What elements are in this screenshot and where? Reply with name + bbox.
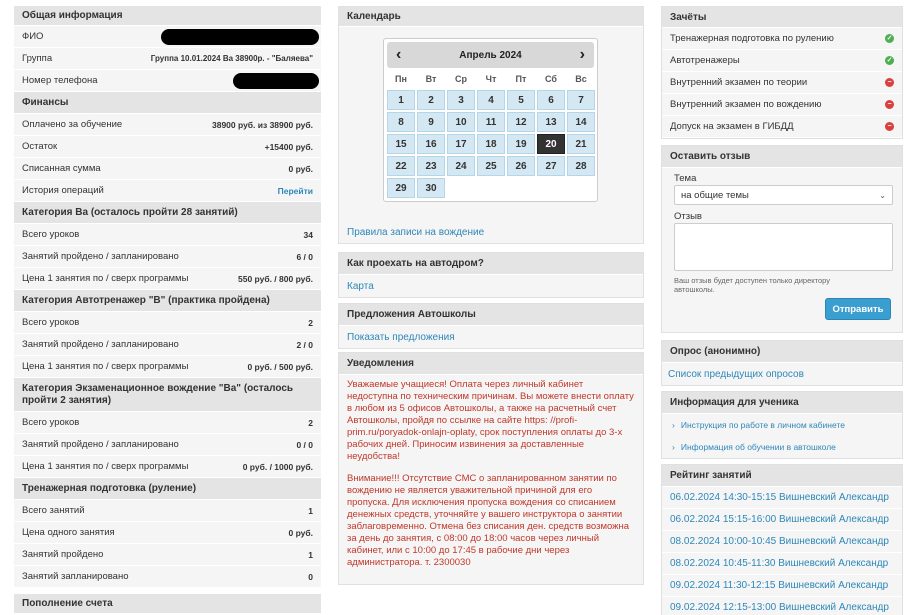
general-header [14, 6, 321, 26]
calendar-day[interactable]: 30 [417, 178, 445, 198]
credits-title: Зачёты [670, 11, 707, 23]
calendar-header [339, 7, 643, 27]
weekday-label: Пн [395, 74, 407, 84]
calendar-day[interactable]: 16 [417, 134, 445, 154]
info-link-label: Инструкция по работе в личном кабинете [680, 420, 845, 430]
chevron-down-icon: ⌄ [879, 190, 886, 200]
minus-circle-icon: − [885, 78, 894, 87]
review-label: Отзыв [674, 211, 702, 222]
cat-row-label: Всего уроков [22, 417, 80, 428]
calendar-day[interactable]: 22 [387, 156, 415, 176]
calendar-day[interactable]: 24 [447, 156, 475, 176]
notice-sms: Внимание!!! Отсутствие СМС о запланированном занятии по вождению не является уважительной причиной для его пропуска. Для исключения пропуска вождения со списанием денежных средств, уточняйте у вашего инструктора о занятии заблаговременно. Отмена без списания ден. средств возможна за день до занятия, с 08:00 до 18:00 часов через личный кабинет, или с 10:00 до 17:45 в рабочие дни через администратора. т. 2300030 [347, 473, 630, 568]
credit-label: Допуск на экзамен в ГИБДД [670, 121, 794, 132]
history-label: История операций [22, 185, 104, 196]
calendar-day[interactable]: 9 [417, 112, 445, 132]
poll-title: Опрос (анонимно) [670, 346, 761, 357]
prev-month-icon[interactable]: ‹ [396, 46, 402, 63]
offers-header [339, 304, 643, 326]
cat-sim-row [14, 334, 321, 356]
poll-header [662, 341, 902, 363]
phone-row [14, 70, 321, 92]
calendar-day[interactable]: 2 [417, 90, 445, 110]
rating-panel [661, 464, 903, 615]
rating-list [662, 487, 902, 615]
trainer-row [14, 544, 321, 566]
calendar-day[interactable]: 3 [447, 90, 475, 110]
trainer-row-value: 0 [308, 571, 313, 582]
calendar-day[interactable]: 28 [567, 156, 595, 176]
notice-payment: Уважаемые учащиеся! Оплата через личный кабинет недоступна по техническим причинам. Вы можете внести оплату в любом из 5 офисов Автошколы, а также на расчетный счет Автошколы, пройдя по ссылке на сайте https: //profi-prim.ru/poryadok-onlajn-oplaty, срок поступления оплаты до 3-х рабочих дней. Приносим извинения за доставленные неудобства! [347, 379, 634, 462]
credit-row [662, 28, 902, 50]
calendar-day[interactable]: 21 [567, 134, 595, 154]
trainer-row-value: 0 руб. [288, 527, 313, 538]
calendar-grid [387, 70, 594, 198]
left-column [14, 6, 321, 614]
poll-link[interactable]: Список предыдущих опросов [668, 368, 804, 380]
finance-row [14, 158, 321, 180]
cat-row-value: 2 [308, 317, 313, 328]
calendar-day[interactable]: 26 [507, 156, 535, 176]
route-header [339, 253, 643, 275]
redacted-phone [233, 73, 319, 89]
rating-item[interactable]: 08.02.2024 10:45-11:30 Вишневский Александр [662, 553, 902, 575]
cat-row-value: 0 руб. / 1000 руб. [242, 461, 313, 472]
middle-column [338, 6, 644, 585]
cat-row-value: 34 [303, 229, 313, 240]
group-label: Группа [22, 53, 53, 64]
rating-title: Рейтинг занятий [670, 470, 752, 481]
finance-row [14, 136, 321, 158]
student-info-header [662, 392, 902, 414]
calendar-day[interactable]: 13 [537, 112, 565, 132]
student-info-title: Информация для ученика [670, 397, 799, 408]
redacted-name [161, 29, 319, 45]
offers-title: Предложения Автошколы [347, 309, 476, 320]
credits-panel [661, 6, 903, 139]
chevron-right-icon: › [672, 420, 675, 430]
cat-row-value: 2 / 0 [296, 339, 313, 350]
finance-row-label: Оплачено за обучение [22, 119, 123, 130]
credit-label: Тренажерная подготовка по рулению [670, 33, 834, 44]
credit-label: Внутренний экзамен по вождению [670, 99, 822, 110]
minus-circle-icon: − [885, 100, 894, 109]
calendar-day[interactable]: 15 [387, 134, 415, 154]
route-panel [338, 252, 644, 298]
rating-item[interactable]: 09.02.2024 12:15-13:00 Вишневский Александр [662, 597, 902, 615]
trainer-row [14, 566, 321, 588]
credits-list [662, 28, 902, 138]
topic-value: на общие темы [681, 189, 749, 201]
calendar-day[interactable]: 25 [477, 156, 505, 176]
info-link-label: Информация об обучении в автошколе [680, 442, 836, 452]
calendar-day[interactable]: 23 [417, 156, 445, 176]
cat-row-label: Цена 1 занятия по / сверх программы [22, 273, 189, 284]
topup-header [14, 594, 321, 614]
calendar-day[interactable]: 17 [447, 134, 475, 154]
credit-row [662, 72, 902, 94]
cat-sim-header [14, 290, 321, 312]
calendar-day[interactable]: 5 [507, 90, 535, 110]
calendar-month: Апрель 2024 [459, 49, 522, 61]
finance-row [14, 114, 321, 136]
cat-row-value: 0 руб. / 500 руб. [247, 361, 313, 372]
topup-title: Пополнение счета [22, 598, 113, 609]
cat-exam-header [14, 378, 321, 412]
rating-item[interactable]: 06.02.2024 14:30-15:15 Вишневский Александр [662, 487, 902, 509]
check-icon: ✓ [886, 35, 893, 42]
calendar-day[interactable]: 7 [567, 90, 595, 110]
notices-panel [338, 352, 644, 585]
cat-row-label: Занятий пройдено / запланировано [22, 339, 179, 350]
topic-select[interactable] [674, 185, 893, 205]
calendar-day[interactable]: 11 [477, 112, 505, 132]
finance-row-value: +15400 руб. [264, 141, 313, 152]
rating-item[interactable]: 08.02.2024 10:00-10:45 Вишневский Александр [662, 531, 902, 553]
rules-link[interactable]: Правила записи на вождение [347, 227, 485, 238]
cat-row-label: Всего уроков [22, 229, 80, 240]
trainer-row-label: Всего занятий [22, 505, 85, 516]
chevron-right-icon: › [672, 442, 675, 452]
cat-exam-row [14, 434, 321, 456]
group-value: Группа 10.01.2024 Ва 38900р. - "Баляева" [150, 54, 313, 63]
credit-label: Автотренажеры [670, 55, 740, 66]
submit-button[interactable]: Отправить [825, 298, 891, 320]
rating-item[interactable]: 06.02.2024 15:15-16:00 Вишневский Александр [662, 509, 902, 531]
calendar-day[interactable]: 1 [387, 90, 415, 110]
finance-row-label: Списанная сумма [22, 163, 101, 174]
trainer-title: Тренажерная подготовка (руление) [22, 483, 197, 494]
feedback-panel [661, 145, 903, 333]
cat-ba-row [14, 246, 321, 268]
feedback-header [662, 146, 902, 168]
notices-header [339, 353, 643, 375]
calendar-day[interactable]: 18 [477, 134, 505, 154]
calendar-day[interactable]: 19 [507, 134, 535, 154]
calendar-day[interactable]: 14 [567, 112, 595, 132]
cat-row-label: Занятий пройдено / запланировано [22, 439, 179, 450]
finance-row-value: 38900 руб. из 38900 руб. [211, 119, 313, 130]
minus-circle-icon: − [885, 122, 894, 131]
check-icon: ✓ [886, 57, 893, 64]
cat-exam-row [14, 456, 321, 478]
calendar-day[interactable]: 27 [537, 156, 565, 176]
cat-ba-title: Категория Ва (осталось пройти 28 занятий) [22, 207, 238, 218]
credits-header [662, 7, 902, 28]
topic-label: Тема [674, 173, 697, 184]
trainer-row [14, 522, 321, 544]
fio-label: ФИО [22, 31, 44, 42]
feedback-title: Оставить отзыв [670, 151, 751, 162]
cat-row-label: Цена 1 занятия по / сверх программы [22, 461, 189, 472]
cat-row-label: Всего уроков [22, 317, 80, 328]
calendar-day[interactable]: 8 [387, 112, 415, 132]
calendar-panel [338, 6, 644, 244]
fio-row [14, 26, 321, 48]
offers-link[interactable]: Показать предложения [347, 331, 455, 343]
review-textarea[interactable] [674, 223, 893, 271]
general-title: Общая информация [22, 10, 123, 21]
trainer-header [14, 478, 321, 500]
weekday-label: Сб [545, 74, 557, 84]
cat-sim-title: Категория Автотренажер "В" (практика пройдена) [22, 295, 270, 306]
finance-row-value: 0 руб. [288, 163, 313, 174]
offers-panel [338, 303, 644, 349]
trainer-row-label: Занятий запланировано [22, 571, 129, 582]
route-title: Как проехать на автодром? [347, 258, 484, 269]
weekday-label: Ср [455, 74, 467, 84]
rating-item[interactable]: 09.02.2024 11:30-12:15 Вишневский Александр [662, 575, 902, 597]
group-row [14, 48, 321, 70]
calendar-day-today[interactable]: 20 [537, 134, 565, 154]
cat-row-label: Занятий пройдено / запланировано [22, 251, 179, 262]
next-month-icon[interactable]: › [579, 46, 585, 63]
trainer-row-value: 1 [308, 505, 313, 516]
credit-row [662, 50, 902, 72]
review-hint: Ваш отзыв будет доступен только директору автошколы. [674, 276, 830, 294]
history-link[interactable]: Перейти [277, 185, 313, 196]
cat-exam-row [14, 412, 321, 434]
cat-row-value: 0 / 0 [296, 439, 313, 450]
cat-exam-title: Категория Экзаменационное вождение "Ва" (осталось пройти 2 занятия) [22, 382, 294, 406]
cat-row-label: Цена 1 занятия по / сверх программы [22, 361, 189, 372]
finance-title: Финансы [22, 97, 69, 108]
cat-ba-row [14, 268, 321, 290]
cat-sim-row [14, 312, 321, 334]
calendar-day[interactable]: 29 [387, 178, 415, 198]
calendar-widget [383, 38, 598, 202]
cat-sim-row [14, 356, 321, 378]
trainer-row [14, 500, 321, 522]
cat-ba-header [14, 202, 321, 224]
calendar-day[interactable]: 6 [537, 90, 565, 110]
cat-row-value: 6 / 0 [296, 251, 313, 262]
map-link[interactable]: Карта [347, 280, 374, 292]
history-row [14, 180, 321, 202]
calendar-day[interactable]: 12 [507, 112, 535, 132]
student-info-panel [661, 391, 903, 459]
credit-row [662, 116, 902, 138]
right-column [661, 6, 903, 615]
info-link[interactable] [662, 414, 902, 436]
trainer-row-value: 1 [308, 549, 313, 560]
weekday-label: Вс [575, 74, 587, 84]
cat-row-value: 2 [308, 417, 313, 428]
weekday-label: Чт [485, 74, 497, 84]
trainer-row-label: Занятий пройдено [22, 549, 104, 560]
cat-row-value: 550 руб. / 800 руб. [237, 273, 313, 284]
finance-header [14, 92, 321, 114]
trainer-row-label: Цена одного занятия [22, 527, 115, 538]
rating-header [662, 465, 902, 487]
finance-row-label: Остаток [22, 141, 58, 152]
weekday-label: Пт [515, 74, 527, 84]
weekday-label: Вт [425, 74, 437, 84]
calendar-title: Календарь [347, 11, 401, 22]
notices-title: Уведомления [347, 358, 414, 369]
info-link[interactable] [662, 436, 902, 458]
calendar-nav [387, 42, 594, 68]
calendar-day[interactable]: 10 [447, 112, 475, 132]
poll-panel [661, 340, 903, 386]
phone-label: Номер телефона [22, 75, 98, 86]
credit-row [662, 94, 902, 116]
cat-ba-row [14, 224, 321, 246]
calendar-day[interactable]: 4 [477, 90, 505, 110]
credit-label: Внутренний экзамен по теории [670, 77, 808, 88]
